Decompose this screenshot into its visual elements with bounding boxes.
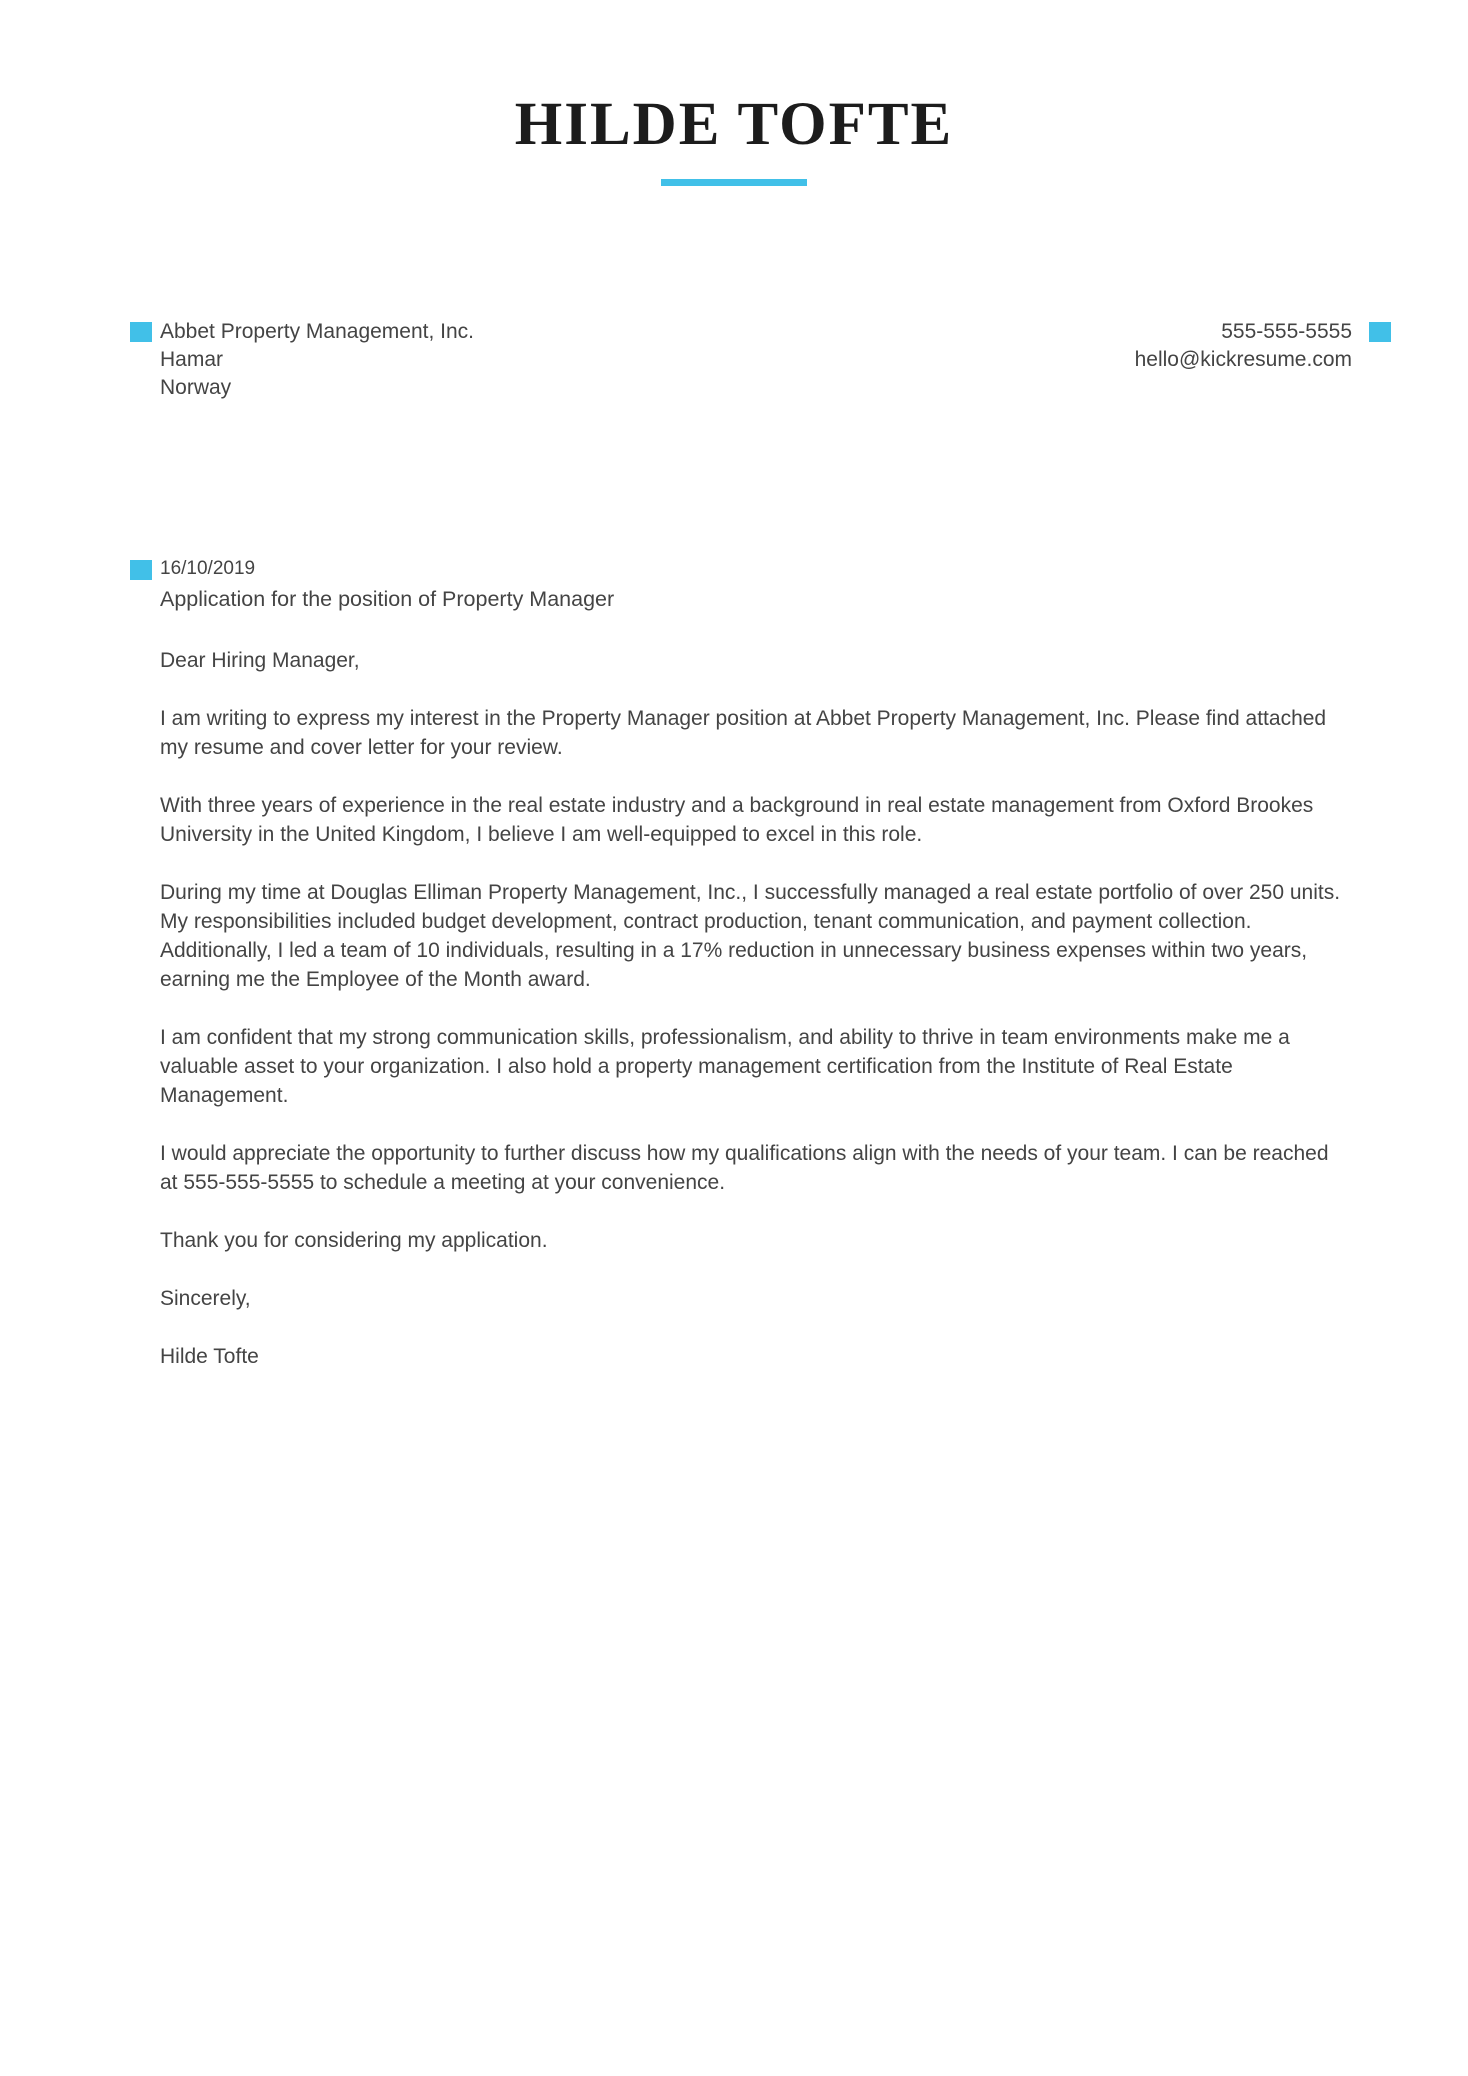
page-title: HILDE TOFTE (514, 91, 954, 158)
recipient-country: Norway (160, 376, 232, 399)
letter-subject: Application for the position of Property Manager (160, 587, 615, 611)
letter-body (160, 646, 1350, 1400)
recipient-city: Hamar (160, 348, 224, 371)
salutation: Dear Hiring Manager, (160, 649, 360, 672)
recipient-company: Abbet Property Management, Inc. (160, 320, 475, 343)
contact-row (160, 318, 1352, 402)
signature: Hilde Tofte (160, 1345, 259, 1368)
body-paragraph: I am writing to express my interest in the Property Manager position at Abbet Property Management, Inc. Please find attached my resume and cover letter for your review. (160, 707, 1327, 759)
accent-square-icon (130, 560, 152, 580)
sender-block (1135, 318, 1352, 374)
body-paragraph: With three years of experience in the real estate industry and a background in real estate management from Oxford Brookes University in the United Kingdom, I believe I am well-equipped to excel in this role. (160, 794, 1314, 846)
date-subject-block (160, 557, 1350, 614)
sender-phone: 555-555-5555 (1221, 320, 1352, 343)
title-underline-decoration (661, 179, 807, 186)
closing: Sincerely, (160, 1287, 251, 1310)
letter-date: 16/10/2019 (160, 558, 256, 579)
sender-email: hello@kickresume.com (1134, 348, 1352, 371)
body-paragraph: During my time at Douglas Elliman Property Management, Inc., I successfully managed a real estate portfolio of over 250 units. My responsibilities included budget development, contract production, tenant communication, and payment collection. Additionally, I led a team of 10 individuals, resulting in a 17% reduction in unnecessary business expenses within two years, earning me the Employee of the Month award. (160, 881, 1341, 991)
sender-phone-line (1135, 318, 1352, 346)
body-paragraph: I am confident that my strong communication skills, professionalism, and ability to thrive in team environments make me a valuable asset to your organization. I also hold a property management certification from the Institute of Real Estate Management. (160, 1026, 1290, 1107)
body-paragraph: Thank you for considering my application. (160, 1229, 548, 1252)
accent-square-icon (130, 322, 152, 342)
body-paragraph: I would appreciate the opportunity to further discuss how my qualifications align with the needs of your team. I can be reached at 555-555-5555 to schedule a meeting at your convenience. (160, 1142, 1329, 1194)
accent-square-icon (1369, 322, 1391, 342)
recipient-block (160, 318, 474, 402)
